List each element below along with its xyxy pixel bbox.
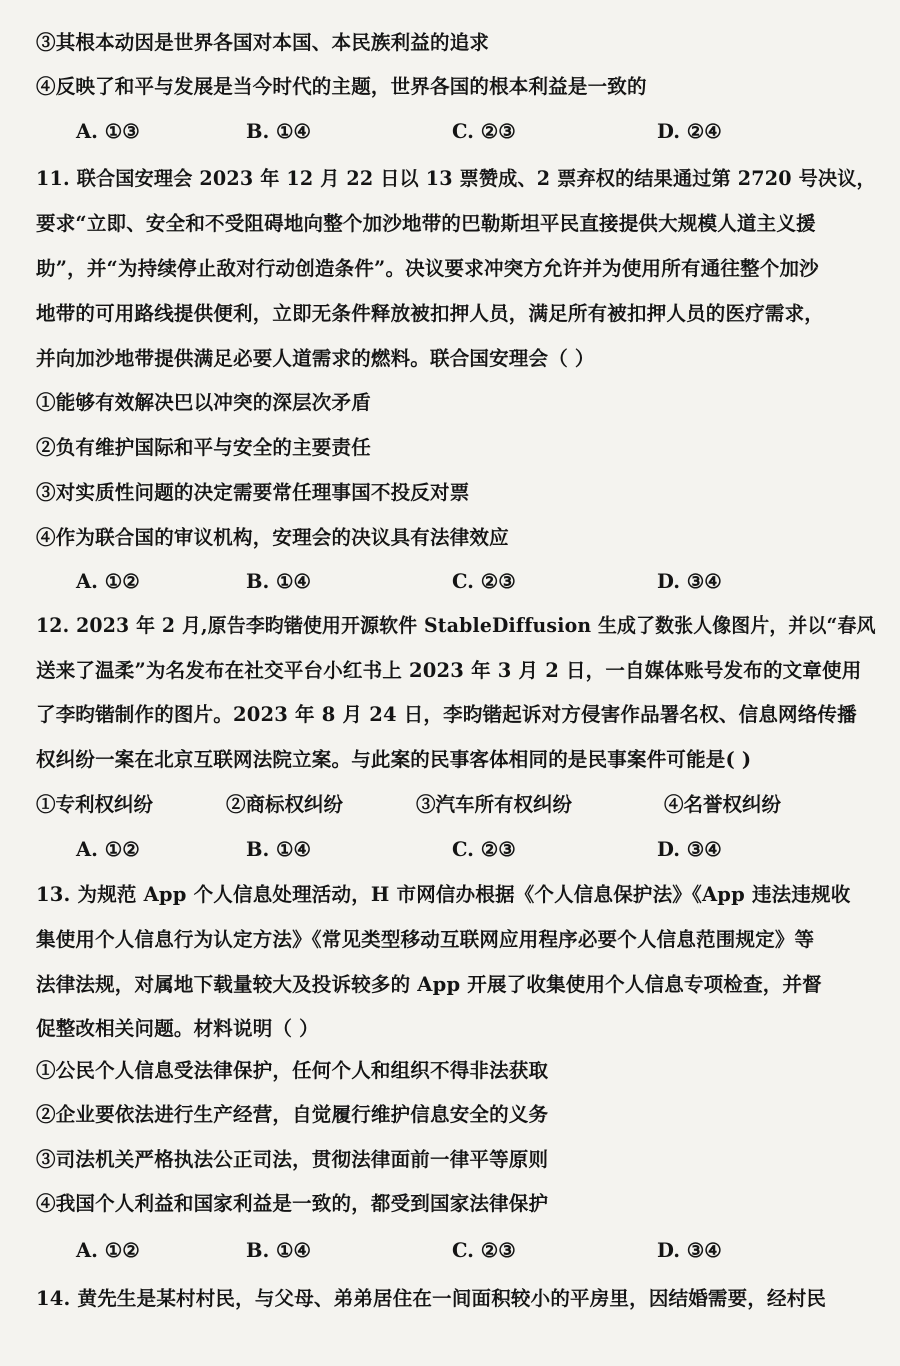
q13-stem-line: 集使用个人信息行为认定方法》《常见类型移动互联网应用程序必要个人信息范围规定》等 [36,928,815,951]
q11-option-d[interactable]: D. ③④ [657,570,722,593]
q13-statement-1: ①公民个人信息受法律保护，任何个人和组织不得非法获取 [36,1059,549,1082]
q12-option-d[interactable]: D. ③④ [657,838,722,861]
q12-statement-2: ②商标权纠纷 [226,793,344,816]
q11-statement-1: ①能够有效解决巴以冲突的深层次矛盾 [36,391,371,414]
q13-statement-3: ③司法机关严格执法公正司法，贯彻法律面前一律平等原则 [36,1148,549,1171]
q12-stem-line: 了李昀锴制作的图片。2023 年 8 月 24 日，李昀锴起诉对方侵害作品署名权、信息网络传播 [36,703,857,726]
q11-stem-line: 助”，并“为持续停止敌对行动创造条件”。决议要求冲突方允许并为使用所有通往整个加沙 [36,257,819,280]
q13-option-d[interactable]: D. ③④ [657,1239,722,1262]
q10-option-c[interactable]: C. ②③ [452,120,516,143]
q10-option-a[interactable]: A. ①③ [76,120,140,143]
q10-statement-4: ④反映了和平与发展是当今时代的主题，世界各国的根本利益是一致的 [36,75,647,98]
q11-stem-line: 要求“立即、安全和不受阻碍地向整个加沙地带的巴勒斯坦平民直接提供大规模人道主义援 [36,212,816,235]
q11-statement-3: ③对实质性问题的决定需要常任理事国不投反对票 [36,481,470,504]
q12-statements [0,791,900,819]
q11-options [0,568,900,596]
q12-stem-line: 权纠纷一案在北京互联网法院立案。与此案的民事客体相同的是民事案件可能是( ) [36,748,752,771]
q12-option-b[interactable]: B. ①④ [246,838,312,861]
q11-stem-line: 地带的可用路线提供便利，立即无条件释放被扣押人员，满足所有被扣押人员的医疗需求， [36,302,825,325]
q12-statement-3: ③汽车所有权纠纷 [416,793,573,816]
q13-option-a[interactable]: A. ①② [76,1239,140,1262]
q11-option-c[interactable]: C. ②③ [452,570,516,593]
q12-statement-1: ①专利权纠纷 [36,793,154,816]
q11-stem-line: 11. 联合国安理会 2023 年 12 月 22 日以 13 票赞成、2 票弃权的结果通过第 2720 号决议， [36,167,876,190]
q11-stem-line: 并向加沙地带提供满足必要人道需求的燃料。联合国安理会（ ） [36,347,595,370]
q10-option-d[interactable]: D. ②④ [657,120,722,143]
q13-option-c[interactable]: C. ②③ [452,1239,516,1262]
q13-stem-line: 促整改相关问题。材料说明（ ） [36,1017,319,1040]
q11-option-a[interactable]: A. ①② [76,570,140,593]
q13-stem-line: 法律法规，对属地下载量较大及投诉较多的 App 开展了收集使用个人信息专项检查，并督 [36,973,822,996]
q11-statement-2: ②负有维护国际和平与安全的主要责任 [36,436,371,459]
q11-option-b[interactable]: B. ①④ [246,570,312,593]
q12-options [0,836,900,864]
q12-option-c[interactable]: C. ②③ [452,838,516,861]
q10-option-b[interactable]: B. ①④ [246,120,312,143]
q12-stem-line: 12. 2023 年 2 月,原告李昀锴使用开源软件 StableDiffusion 生成了数张人像图片，并以“春风 [36,614,876,637]
q12-stem-line: 送来了温柔”为名发布在社交平台小红书上 2023 年 3 月 2 日，一自媒体账号发布的文章使用 [36,659,862,682]
q13-statement-4: ④我国个人利益和国家利益是一致的，都受到国家法律保护 [36,1192,549,1215]
q12-option-a[interactable]: A. ①② [76,838,140,861]
q14-stem-line: 14. 黄先生是某村村民，与父母、弟弟居住在一间面积较小的平房里，因结婚需要，经村民 [36,1287,827,1310]
q12-statement-4: ④名誉权纠纷 [664,793,782,816]
q13-statement-2: ②企业要依法进行生产经营，自觉履行维护信息安全的义务 [36,1103,549,1126]
q10-options [0,118,900,146]
q10-statement-3: ③其根本动因是世界各国对本国、本民族利益的追求 [36,31,490,54]
q11-statement-4: ④作为联合国的审议机构，安理会的决议具有法律效应 [36,526,509,549]
q13-options [0,1237,900,1265]
q13-stem-line: 13. 为规范 App 个人信息处理活动，H 市网信办根据《个人信息保护法》《App 违法违规收 [36,883,851,906]
q13-option-b[interactable]: B. ①④ [246,1239,312,1262]
